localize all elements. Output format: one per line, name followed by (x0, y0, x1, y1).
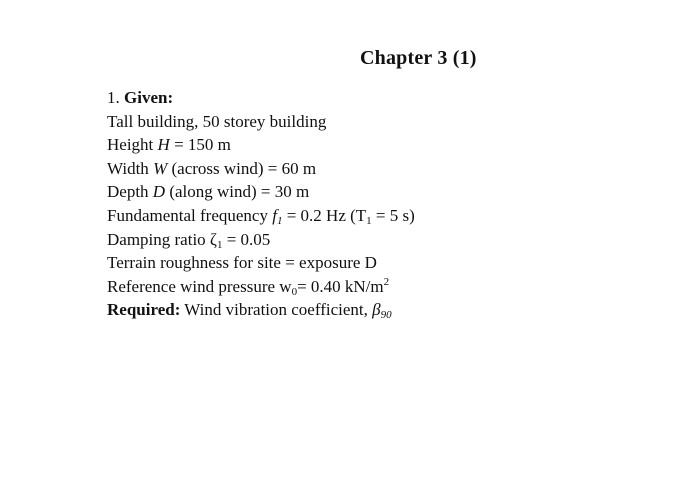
page-title: Chapter 3 (1) (360, 47, 477, 69)
damping-value: = 0.05 (222, 229, 271, 249)
damping-line (107, 228, 415, 252)
given-label: Given: (124, 88, 174, 107)
damping-symbol: ζ (209, 229, 217, 249)
period-subscript: 1 (366, 214, 372, 227)
damping-prefix: Damping ratio (107, 229, 210, 249)
frequency-prefix: Fundamental frequency (107, 205, 273, 225)
required-subscript: 90 (380, 309, 392, 322)
width-line (107, 157, 415, 181)
width-symbol: W (153, 158, 168, 178)
depth-value: (along wind) = 30 m (165, 182, 310, 202)
height-symbol: H (157, 135, 170, 155)
required-text: Wind vibration coefficient, (180, 300, 373, 320)
problem-number: 1. (107, 88, 120, 107)
depth-symbol: D (152, 182, 166, 202)
pressure-superscript: 2 (383, 275, 390, 288)
pressure-line (107, 275, 415, 299)
required-line (107, 298, 415, 322)
damping-subscript: 1 (216, 238, 223, 251)
frequency-subscript: 1 (276, 214, 283, 227)
required-label: Required: (107, 300, 181, 320)
height-prefix: Height (107, 135, 158, 155)
pressure-value: = 0.40 kN/m (297, 276, 384, 296)
depth-prefix: Depth (107, 182, 153, 202)
width-prefix: Width (107, 158, 154, 178)
required-symbol: β (372, 300, 381, 320)
problem-statement (107, 86, 415, 322)
frequency-symbol: f (272, 205, 277, 225)
period-suffix: = 5 s) (371, 205, 415, 225)
height-line (107, 133, 415, 157)
height-value: = 150 m (169, 135, 231, 155)
frequency-value: = 0.2 Hz (T (282, 205, 367, 225)
given-heading (107, 86, 415, 110)
pressure-prefix: Reference wind pressure w (107, 276, 292, 296)
depth-line (107, 180, 415, 204)
frequency-line (107, 204, 415, 228)
terrain-line: Terrain roughness for site = exposure D (107, 253, 377, 273)
building-line: Tall building, 50 storey building (107, 111, 327, 131)
pressure-subscript: 0 (291, 285, 298, 298)
width-value: (across wind) = 60 m (167, 158, 317, 178)
